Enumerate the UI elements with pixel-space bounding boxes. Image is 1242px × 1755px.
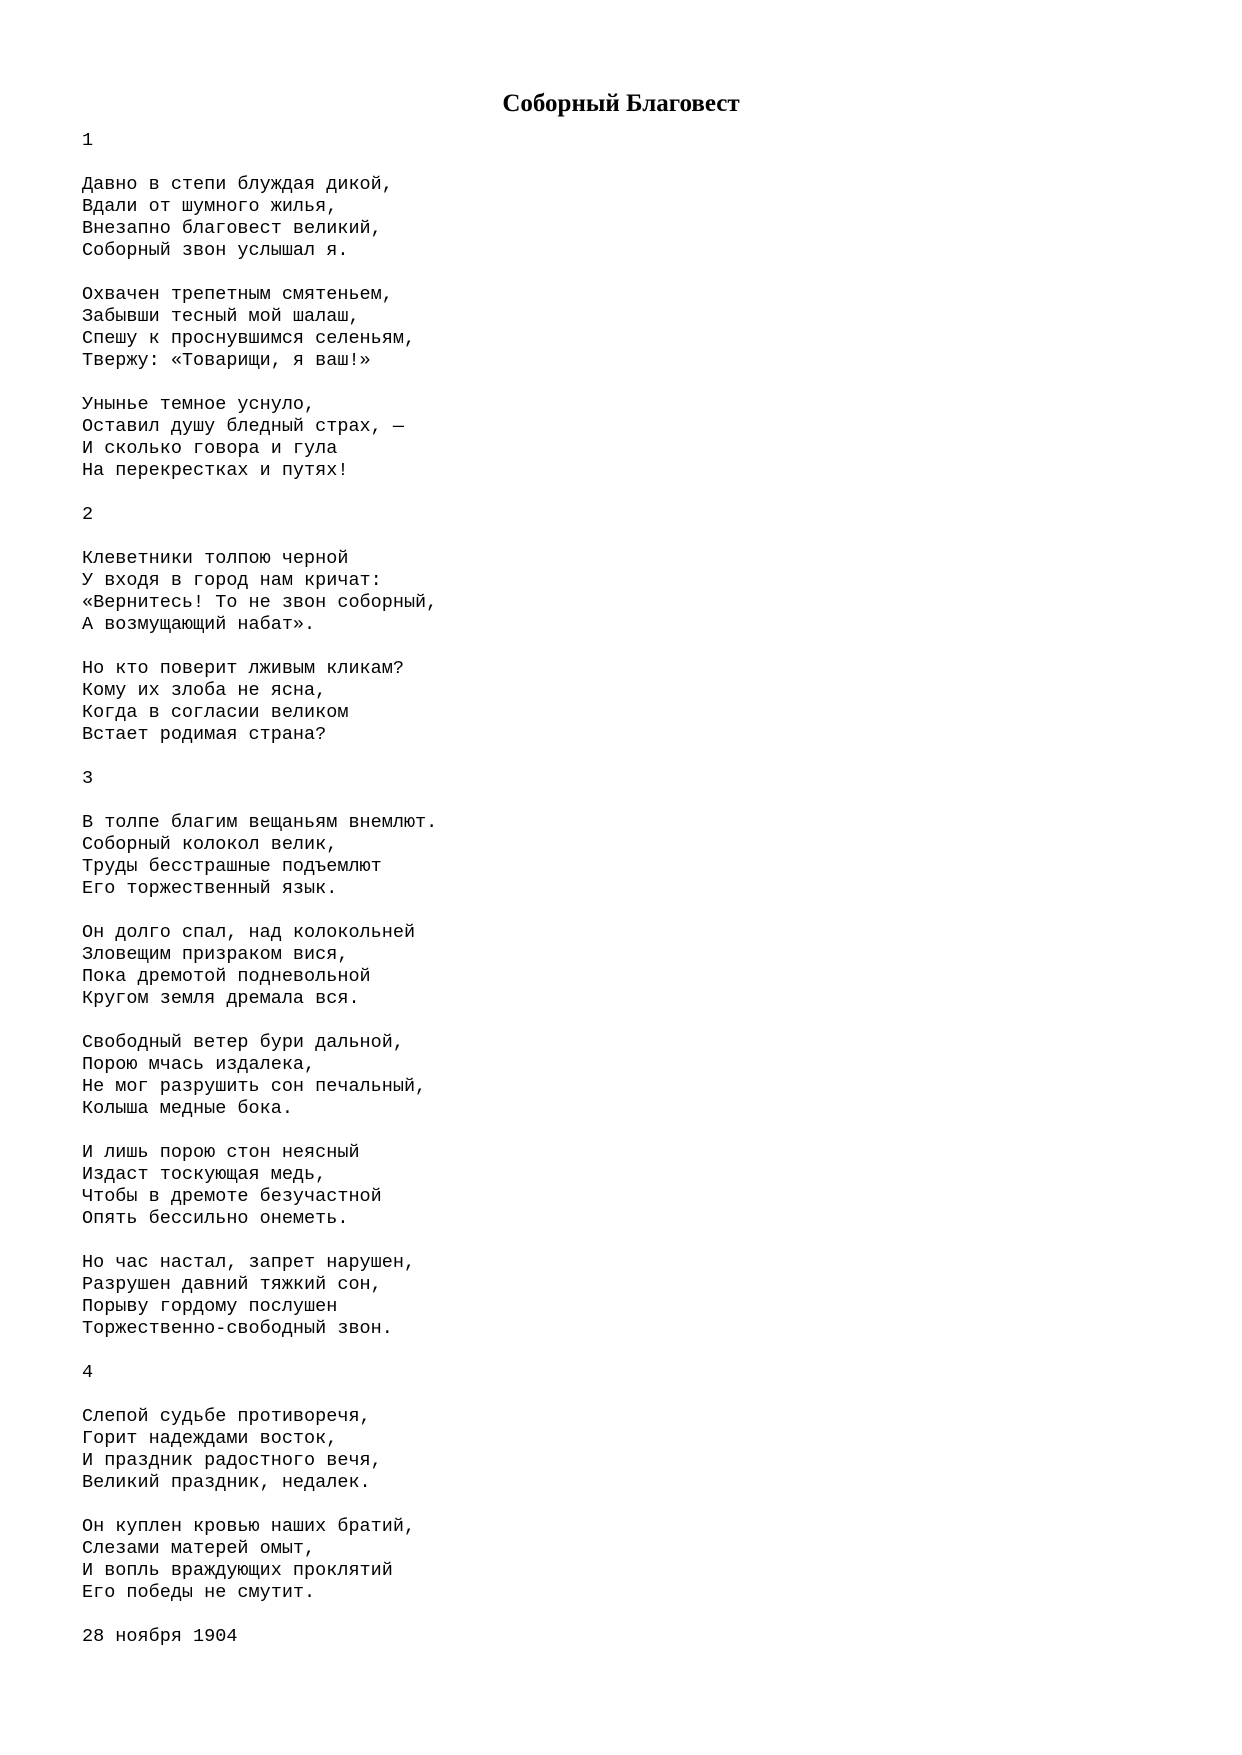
blank-line	[82, 1384, 437, 1406]
poem-line: Охвачен трепетным смятеньем,	[82, 284, 393, 305]
poem-line: На перекрестках и путях!	[82, 460, 349, 481]
section-number: 1	[82, 130, 94, 151]
poem-line: Кому их злоба не ясна,	[82, 680, 327, 701]
blank-line	[82, 1604, 437, 1626]
blank-line	[82, 526, 437, 548]
blank-line	[82, 636, 437, 658]
poem-line: Зловещим призраком вися,	[82, 944, 349, 965]
poem-line: И праздник радостного вечя,	[82, 1450, 382, 1471]
poem-line: Порою мчась издалека,	[82, 1054, 316, 1075]
poem-line: Он куплен кровью наших братий,	[82, 1516, 416, 1537]
poem-line: Труды бесстрашные подъемлют	[82, 856, 382, 877]
blank-line	[82, 790, 437, 812]
poem-line: И вопль враждующих проклятий	[82, 1560, 393, 1581]
poem-line: Соборный колокол велик,	[82, 834, 338, 855]
poem-line: Твержу: «Товарищи, я ваш!»	[82, 350, 371, 371]
poem-line: Пока дремотой подневольной	[82, 966, 371, 987]
poem-line: Оставил душу бледный страх, —	[82, 416, 404, 437]
blank-line	[82, 746, 437, 768]
poem-line: Давно в степи блуждая дикой,	[82, 174, 393, 195]
poem-line: Вдали от шумного жилья,	[82, 196, 338, 217]
poem-line: Спешу к проснувшимся селеньям,	[82, 328, 416, 349]
poem-line: Торжественно-свободный звон.	[82, 1318, 393, 1339]
poem-line: Слепой судьбе противоречя,	[82, 1406, 371, 1427]
poem-line: Разрушен давний тяжкий сон,	[82, 1274, 382, 1295]
blank-line	[82, 1340, 437, 1362]
section-number: 2	[82, 504, 94, 525]
blank-line	[82, 152, 437, 174]
blank-line	[82, 1230, 437, 1252]
poem-line: Встает родимая страна?	[82, 724, 327, 745]
blank-line	[82, 1010, 437, 1032]
blank-line	[82, 262, 437, 284]
poem-line: И лишь порою стон неясный	[82, 1142, 360, 1163]
blank-line	[82, 1494, 437, 1516]
poem-line: Не мог разрушить сон печальный,	[82, 1076, 427, 1097]
poem-line: И сколько говора и гула	[82, 438, 338, 459]
poem-title: Соборный Благовест	[502, 90, 740, 117]
section-number: 3	[82, 768, 94, 789]
poem-line: «Вернитесь! То не звон соборный,	[82, 592, 438, 613]
poem-line: Когда в согласии великом	[82, 702, 349, 723]
poem-line: Его торжественный язык.	[82, 878, 338, 899]
poem-line: Его победы не смутит.	[82, 1582, 316, 1603]
blank-line	[82, 372, 437, 394]
poem-line: Кругом земля дремала вся.	[82, 988, 360, 1009]
poem-line: Унынье темное уснуло,	[82, 394, 316, 415]
poem-line: Он долго спал, над колокольней	[82, 922, 416, 943]
poem-line: Соборный звон услышал я.	[82, 240, 349, 261]
poem-line: Забывши тесный мой шалаш,	[82, 306, 360, 327]
section-number: 4	[82, 1362, 94, 1383]
poem-date: 28 ноября 1904	[82, 1626, 238, 1647]
poem-line: Но кто поверит лживым кликам?	[82, 658, 404, 679]
poem-body	[82, 130, 437, 1648]
poem-line: Опять бессильно онеметь.	[82, 1208, 349, 1229]
poem-line: Свободный ветер бури дальной,	[82, 1032, 404, 1053]
poem-line: Порыву гордому послушен	[82, 1296, 338, 1317]
poem-line: У входя в город нам кричат:	[82, 570, 382, 591]
poem-line: Клеветники толпою черной	[82, 548, 349, 569]
poem-line: Чтобы в дремоте безучастной	[82, 1186, 382, 1207]
poem-line: В толпе благим вещаньям внемлют.	[82, 812, 438, 833]
blank-line	[82, 482, 437, 504]
poem-line: Слезами матерей омыт,	[82, 1538, 316, 1559]
poem-line: Но час настал, запрет нарушен,	[82, 1252, 416, 1273]
blank-line	[82, 1120, 437, 1142]
poem-line: Издаст тоскующая медь,	[82, 1164, 327, 1185]
poem-line: Великий праздник, недалек.	[82, 1472, 371, 1493]
blank-line	[82, 900, 437, 922]
poem-line: Внезапно благовест великий,	[82, 218, 382, 239]
poem-line: Горит надеждами восток,	[82, 1428, 338, 1449]
poem-line: А возмущающий набат».	[82, 614, 316, 635]
poem-line: Колыша медные бока.	[82, 1098, 293, 1119]
